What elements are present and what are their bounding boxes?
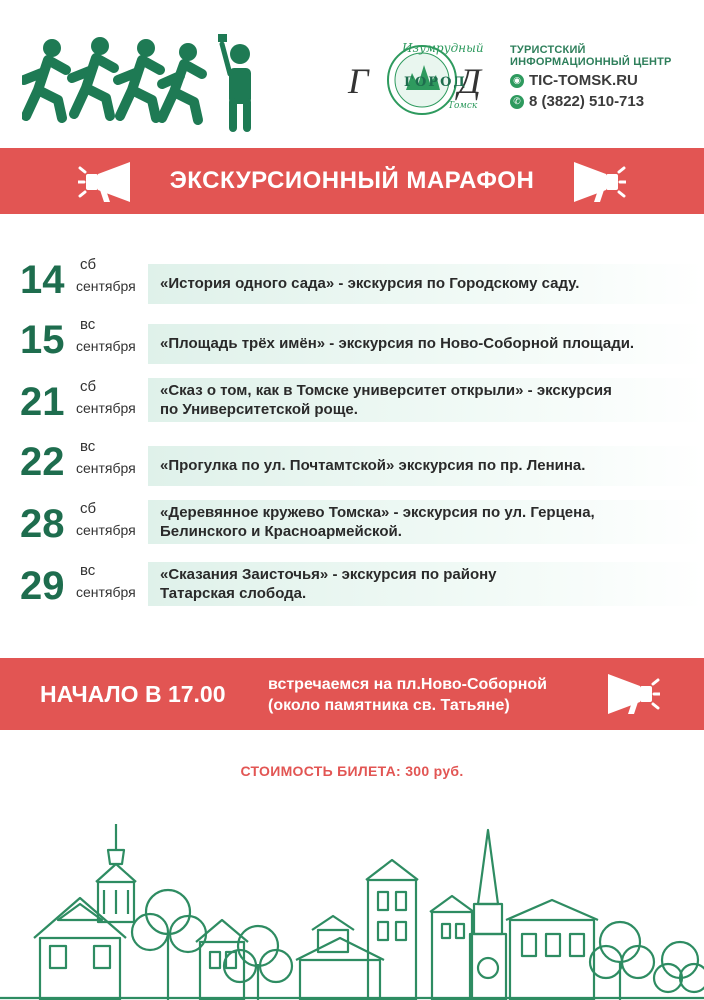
event-box bbox=[148, 264, 704, 304]
event-text: «Сказ о том, как в Томске университет открыли» - экскурсия по Университетской роще. bbox=[160, 382, 612, 418]
runners-icon bbox=[22, 30, 272, 135]
event-row bbox=[0, 316, 704, 368]
event-day: 15 bbox=[20, 318, 65, 362]
event-text: «История одного сада» - экскурсия по Городскому саду. bbox=[160, 275, 580, 292]
svg-text:Г: Г bbox=[348, 61, 369, 101]
event-row bbox=[0, 256, 704, 308]
event-text: «Площадь трёх имён» - экскурсия по Ново-Соборной площади. bbox=[160, 335, 635, 352]
header bbox=[0, 0, 704, 145]
event-day: 28 bbox=[20, 502, 65, 546]
town-illustration bbox=[0, 820, 704, 1000]
event-text: «Деревянное кружево Томска» - экскурсия по ул. Герцена, Белинского и Красноармейской. bbox=[160, 504, 595, 540]
event-text: «Сказания Заисточья» - экскурсия по району Татарская слобода. bbox=[160, 566, 497, 602]
title-banner bbox=[0, 148, 704, 214]
megaphone-icon bbox=[602, 668, 660, 718]
tic-info bbox=[510, 44, 700, 110]
megaphone-icon bbox=[568, 156, 626, 206]
event-box bbox=[148, 324, 704, 364]
event-weekday: сб bbox=[80, 378, 97, 395]
event-weekday: сб bbox=[80, 500, 97, 517]
event-month: сентября bbox=[76, 400, 136, 416]
tic-title-line1: ТУРИСТСКИЙ bbox=[510, 44, 586, 56]
website-link[interactable]: TIC-TOMSK.RU bbox=[529, 72, 638, 89]
logo-small-text: Томск bbox=[448, 101, 478, 111]
event-month: сентября bbox=[76, 584, 136, 600]
phone-number[interactable]: 8 (3822) 510-713 bbox=[529, 93, 645, 110]
event-box bbox=[148, 500, 704, 544]
start-time: НАЧАЛО В 17.00 bbox=[40, 681, 226, 707]
page-title: ЭКСКУРСИОННЫЙ МАРАФОН bbox=[169, 167, 535, 194]
event-month: сентября bbox=[76, 338, 136, 354]
event-row bbox=[0, 438, 704, 490]
event-month: сентября bbox=[76, 522, 136, 538]
website-row[interactable] bbox=[510, 72, 700, 89]
event-row bbox=[0, 378, 704, 430]
event-row bbox=[0, 500, 704, 552]
phone-row[interactable] bbox=[510, 93, 700, 110]
event-text: «Прогулка по ул. Почтамтской» экскурсия по пр. Ленина. bbox=[160, 457, 586, 474]
svg-text:Д: Д bbox=[458, 61, 481, 101]
meeting-place: встречаемся на пл.Ново-Соборной (около памятника св. Татьяне) bbox=[268, 676, 547, 714]
event-day: 29 bbox=[20, 564, 65, 608]
ticket-price: СТОИМОСТЬ БИЛЕТА: 300 руб. bbox=[240, 763, 464, 779]
event-weekday: сб bbox=[80, 256, 97, 273]
logo-word-text: ГОРОД bbox=[404, 75, 467, 90]
event-day: 22 bbox=[20, 440, 65, 484]
event-weekday: вс bbox=[80, 562, 96, 579]
event-weekday: вс bbox=[80, 316, 96, 333]
event-weekday: вс bbox=[80, 438, 96, 455]
event-day: 14 bbox=[20, 258, 65, 302]
globe-icon: ◉ bbox=[510, 74, 524, 88]
event-box bbox=[148, 446, 704, 486]
event-month: сентября bbox=[76, 278, 136, 294]
event-row bbox=[0, 562, 704, 614]
event-box bbox=[148, 378, 704, 422]
event-box bbox=[148, 562, 704, 606]
tic-title-line2: ИНФОРМАЦИОННЫЙ ЦЕНТР bbox=[510, 56, 672, 68]
logo-script-text: Изумрудный bbox=[402, 41, 484, 55]
phone-icon: ✆ bbox=[510, 95, 524, 109]
start-banner bbox=[0, 658, 704, 730]
izumrudny-gorod-logo bbox=[340, 35, 505, 125]
event-day: 21 bbox=[20, 380, 65, 424]
event-month: сентября bbox=[76, 460, 136, 476]
